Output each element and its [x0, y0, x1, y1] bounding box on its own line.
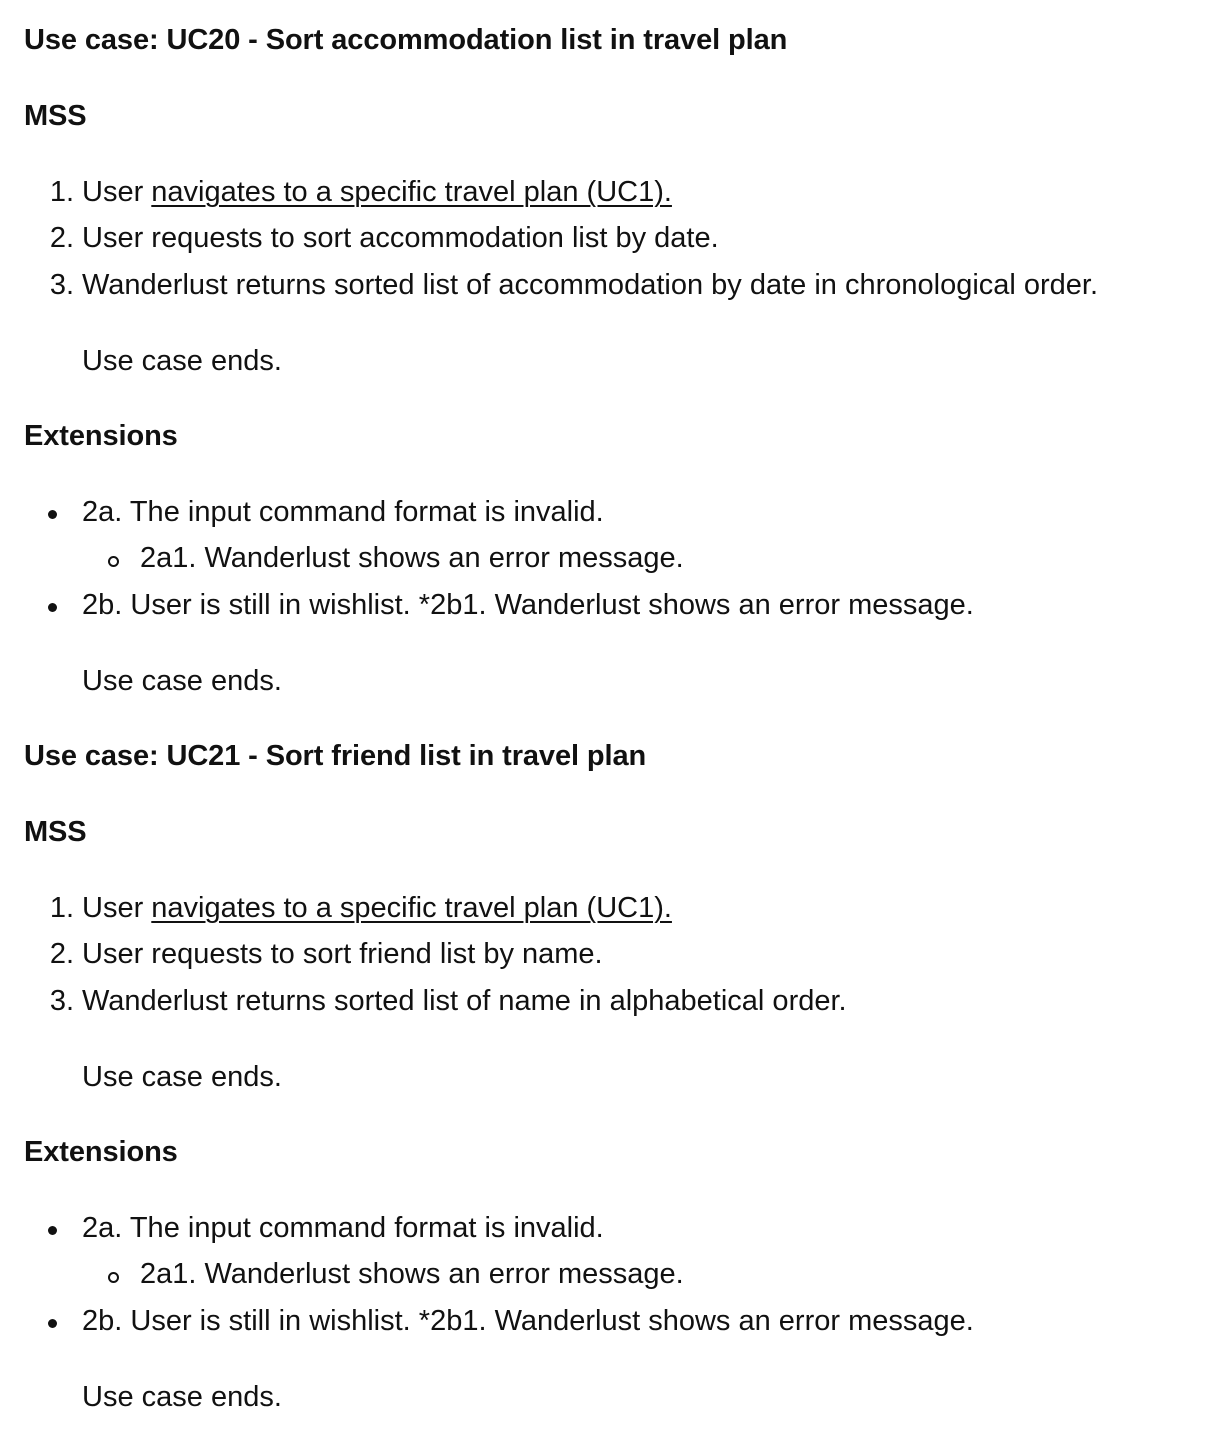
uc20-extensions-end: Use case ends.: [82, 665, 282, 697]
uc21-extensions-end: Use case ends.: [82, 1381, 282, 1413]
uc21-mss-heading: MSS: [24, 816, 87, 848]
uc20-extensions-heading: Extensions: [24, 420, 178, 452]
uc1-link[interactable]: navigates to a specific travel plan (UC1).: [151, 892, 672, 924]
bullet-dot-icon: [48, 510, 57, 519]
step-text: User requests to sort friend list by name.: [82, 938, 603, 970]
extension-text: 2b. User is still in wishlist. *2b1. Wanderlust shows an error message.: [82, 589, 974, 621]
uc20-mss-end: Use case ends.: [82, 345, 282, 377]
uc20-title: Use case: UC20 - Sort accommodation list in travel plan: [24, 24, 788, 56]
sub-extension-text: 2a1. Wanderlust shows an error message.: [140, 1258, 684, 1290]
step-number: 2.: [49, 222, 74, 254]
uc21-mss-end: Use case ends.: [82, 1061, 282, 1093]
step-prefix: User: [82, 892, 152, 924]
bullet-circle-icon: [108, 1272, 119, 1283]
step-number: 1.: [49, 892, 74, 924]
bullet-circle-icon: [108, 556, 119, 567]
uc21-title: Use case: UC21 - Sort friend list in travel plan: [24, 740, 647, 772]
step-number: 3.: [49, 269, 74, 301]
step-text: Wanderlust returns sorted list of name in alphabetical order.: [82, 985, 847, 1017]
uc1-link[interactable]: navigates to a specific travel plan (UC1).: [151, 176, 672, 208]
extension-text: 2b. User is still in wishlist. *2b1. Wanderlust shows an error message.: [82, 1305, 974, 1337]
step-text: User requests to sort accommodation list by date.: [82, 222, 719, 254]
extension-text: 2a. The input command format is invalid.: [82, 1212, 604, 1244]
extension-text: 2a. The input command format is invalid.: [82, 496, 604, 528]
step-number: 1.: [49, 176, 74, 208]
uc20-mss-heading: MSS: [24, 100, 87, 132]
step-prefix: User: [82, 176, 152, 208]
bullet-dot-icon: [48, 1226, 57, 1235]
bullet-dot-icon: [48, 603, 57, 612]
bullet-dot-icon: [48, 1319, 57, 1328]
uc21-extensions-heading: Extensions: [24, 1136, 178, 1168]
sub-extension-text: 2a1. Wanderlust shows an error message.: [140, 542, 684, 574]
step-number: 2.: [49, 938, 74, 970]
step-text: Wanderlust returns sorted list of accommodation by date in chronological order.: [82, 269, 1099, 301]
step-number: 3.: [49, 985, 74, 1017]
